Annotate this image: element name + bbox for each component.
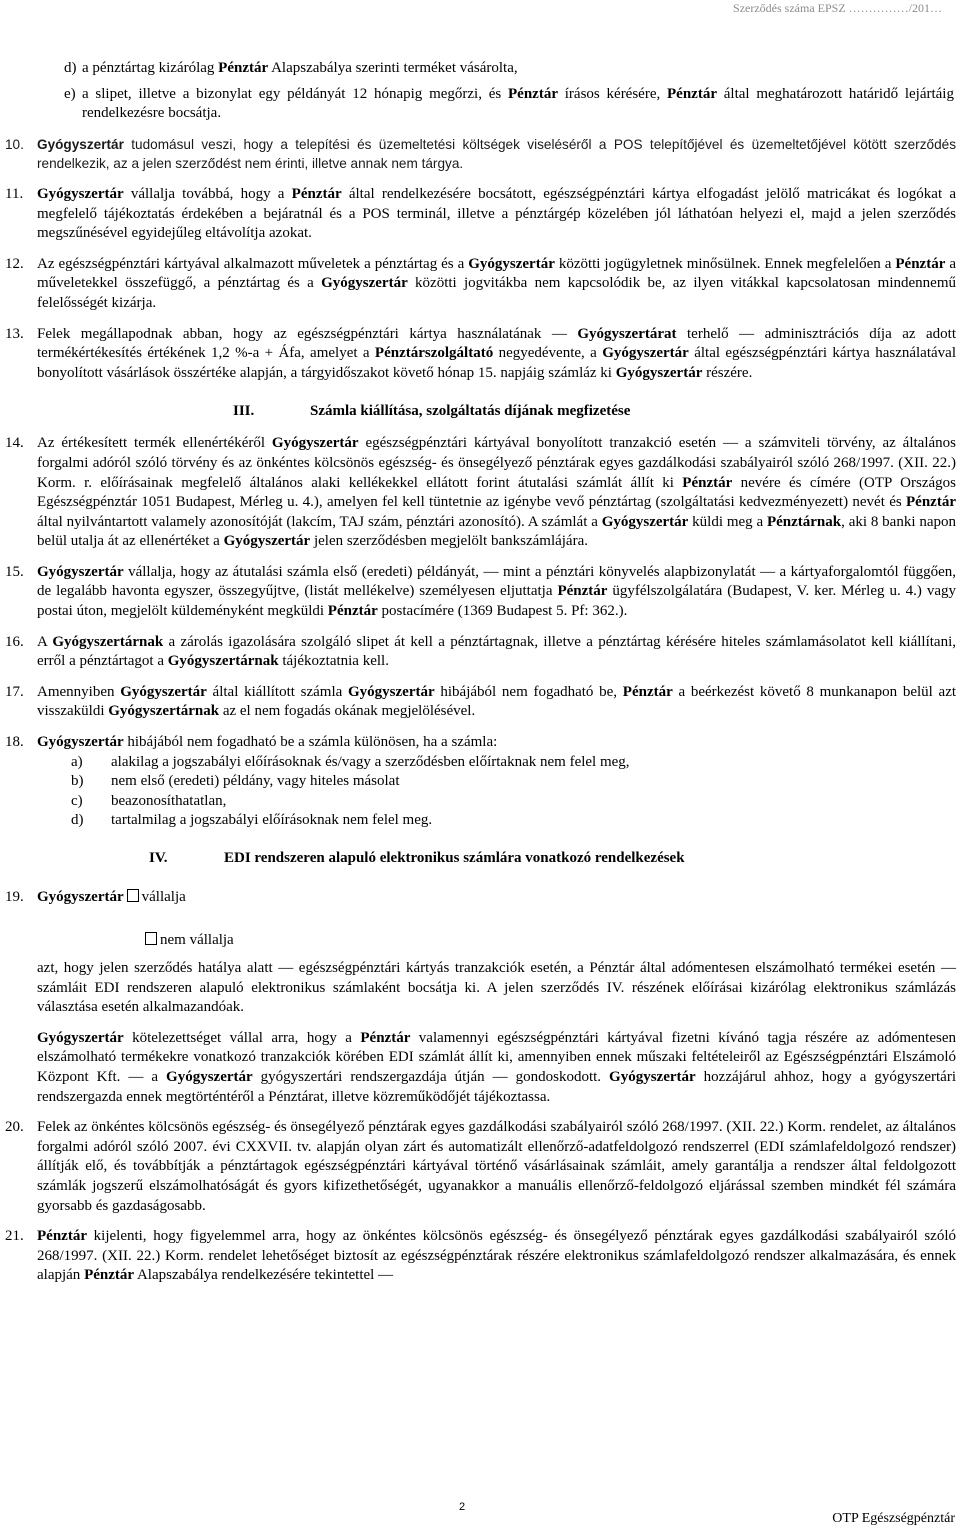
bold-term: Gyógyszertárnak xyxy=(108,703,220,720)
section-paragraph xyxy=(5,325,957,384)
bold-term: Pénztár xyxy=(218,60,269,76)
list-item: c) beazonosíthatatlan, xyxy=(71,792,227,809)
subject-label: Gyógyszertár xyxy=(37,889,124,905)
text-run: vállalja továbbá, hogy a xyxy=(123,185,292,202)
list-item xyxy=(64,59,954,79)
text-run: az el nem fogadás okának megjelölésével. xyxy=(219,703,476,720)
section-paragraph xyxy=(5,1227,956,1286)
text-run: gyógyszertári rendszergazdája útján — gondoskodott. xyxy=(252,1068,610,1085)
bold-term: Gyógyszertár xyxy=(602,345,689,362)
text-run: kijelenti, hogy figyelemmel arra, hogy az önkéntes kölcsönös egészség- és önsegélyező pénztárak egyes gazdálkodási szabályairól szóló 268/1997. (XII. 22.) Korm. rendelet lehetőséget biztosít az egészségpénztárak részére elektronikus számlafeldolgozó rendszer alkalmazására, és ennek alapján xyxy=(37,1228,956,1284)
bold-term: Pénztár xyxy=(895,255,946,272)
section-paragraph xyxy=(37,1029,956,1107)
list-18 xyxy=(71,753,960,831)
text-run: Amennyiben xyxy=(37,683,121,700)
text-run: által nyilvántartott valamely azonosítóját (lakcím, TAJ szám, pénztári azonosító). A számlát a xyxy=(37,513,602,530)
bold-term: Gyógyszertár xyxy=(120,683,207,700)
sections-19-21 xyxy=(0,959,960,1286)
section-number: 16. xyxy=(5,633,24,650)
bold-term: Pénztár xyxy=(291,185,342,202)
section-number: 14. xyxy=(5,435,24,452)
section-number: 10. xyxy=(5,136,24,152)
footer-company: OTP Egészségpénztár xyxy=(832,1511,955,1526)
text-run: azt, hogy jelen szerződés hatálya alatt — egészségpénztári kártyás tranzakciók esetén, a Pénztár által adómentesen elszámolható termékei esetén — számláit EDI rendszeren alapuló elektronikus számlaként bocsátja ki. A jelen szerződés IV. részének előírásai kizárólag elektronikus számlázás választása esetén alkalmazandóak. xyxy=(37,960,956,1016)
text-run: tudomásul veszi, hogy a telepítési és üzemeltetési költségek viseléséről a POS telepítőjével és üzemeltetőjével kötött szerződés rendelkezik, az a jelen szerződést nem érinti, illetve annak nem tárgya. xyxy=(37,136,956,172)
text-run: a műveletekkel összefüggő, a pénztártag és a xyxy=(37,255,956,292)
bold-term: Pénztár xyxy=(37,1228,87,1245)
list-item: a) alakilag a jogszabályi előírásoknak és/vagy a szerződésben előírtaknak nem felel meg, xyxy=(71,753,630,770)
bold-term: Gyógyszertárnak xyxy=(52,633,164,650)
option-accept: Gyógyszertár vállalja xyxy=(37,889,186,905)
section-number: 18. xyxy=(5,734,24,751)
text-run: tájékoztatnia kell. xyxy=(278,653,389,670)
option-decline: nem vállalja xyxy=(142,931,234,951)
text-run: közötti jogügyletnek minősülnek. Ennek megfelelően a xyxy=(554,255,896,272)
bold-term: Gyógyszertár xyxy=(37,136,124,152)
bold-term: Pénztár xyxy=(508,85,558,102)
heading-text: Számla kiállítása, szolgáltatás díjának megfizetése xyxy=(310,403,631,420)
bold-term: Gyógyszertár xyxy=(271,435,359,452)
bold-term: Gyógyszertár xyxy=(37,563,124,580)
text-run: postacímére (1369 Budapest 5. Pf: 362.). xyxy=(377,603,628,620)
text-run: Felek az önkéntes kölcsönös egészség- és önsegélyező pénztárak egyes gazdálkodási szabályairól szóló 268/1997. (XII. 22.) Korm. rendelet, az általános forgalmi adóról szóló 2007. évi CXXVII. tv. alapján olyan zárt és automatizált ellenőrző-adatfeldolgozó rendszerrel (EDI számlafeldolgozó rendszer) állítják elő, és továbbítják a pénztártagok egészségpénztári kártyával történő vásárlásainak számláit, amely garantálja a rendszer által feldolgozott számlák jogszerű elszámolhatóságát és gyors kifizethetőségét, ugyanakkor a manuális ellenőrző-feldolgozó eljárással szemben mindkét fél számára gyorsabb és gazdaságosabb. xyxy=(37,1119,956,1214)
text-run: negyedévente, a xyxy=(493,345,603,362)
text-run: a slipet, illetve a bizonylat egy példányát 12 hónapig megőrzi, és xyxy=(82,85,509,102)
section-number: 17. xyxy=(5,683,24,700)
section-number: 21. xyxy=(5,1228,24,1245)
text-run: nevére és címére (OTP Országos Egészségpénztár 1051 Budapest, Mérleg u. 4.), amelyen fel kell tüntetnie az igénybe vevő pénztártag (szolgáltatási kedvezményezett) nevét és xyxy=(37,474,956,511)
text-run: által meghatározott határidő lejártáig rendelkezésre bocsátja. xyxy=(82,85,954,122)
bold-term: Pénztár xyxy=(327,603,378,620)
text-run: Felek megállapodnak abban, hogy az egészségpénztári kártya használatának — xyxy=(37,325,578,342)
text-run: a beérkezést követő 8 munkanapon belül azt visszaküldi xyxy=(37,683,957,720)
bold-term: Gyógyszertárat xyxy=(577,325,677,342)
bold-term: Gyógyszertár xyxy=(601,513,689,530)
section-19 xyxy=(0,869,960,948)
bold-term: Gyógyszertár xyxy=(37,1029,124,1046)
text-run: ügyfélszolgálatára (Budapest, V. ker. Mérleg u. 4.) vagy postai úton, megjelölt küldeményként megküldi xyxy=(37,583,956,620)
heading-roman: III. xyxy=(233,403,255,420)
checkbox-accept[interactable] xyxy=(127,889,139,902)
text-run: valamennyi egészségpénztári kártyával fizetni kívánó tagja részére az adómentesen elszámolható termékekre vonatkozó tranzakciók körében EDI számlát állít ki, amennyiben ennek műszaki feltételeiről az Egészségpénztári Elszámoló Központ Kft. — a xyxy=(37,1029,956,1085)
bold-term: Pénztár xyxy=(360,1029,411,1046)
list-item: b) nem első (eredeti) példány, vagy hiteles másolat xyxy=(71,773,400,790)
text-run: által kiállított számla xyxy=(206,683,349,700)
section-paragraph xyxy=(5,733,956,753)
bold-term: Pénztárszolgáltató xyxy=(374,345,494,362)
text-run: Alapszabálya szerinti terméket vásárolta, xyxy=(268,60,518,76)
section-number: 15. xyxy=(5,563,24,580)
items-top-list xyxy=(0,59,960,124)
bold-term: Gyógyszertár xyxy=(348,683,435,700)
text-run: A xyxy=(37,633,53,650)
sections-10-13 xyxy=(0,135,960,384)
section-number: 19. xyxy=(5,889,24,905)
section-paragraph xyxy=(5,255,956,314)
section-paragraph xyxy=(5,434,956,552)
bold-term: Gyógyszertár xyxy=(223,533,311,550)
bold-term: Gyógyszertárnak xyxy=(167,653,279,670)
bold-term: Gyógyszertár xyxy=(609,1068,696,1085)
section-paragraph xyxy=(5,185,956,244)
heading-roman: IV. xyxy=(149,850,168,866)
section-number: 11. xyxy=(5,185,24,202)
text-run: küldi meg a xyxy=(688,513,767,530)
section-heading-3 xyxy=(0,402,960,422)
text-run: által egészségpénztári kártya használatával bonyolított vásárlások összértéke alapján, a tárgyidőszakot követő hónap 15. napjáig számláz ki xyxy=(37,345,956,381)
text-run: hibájából nem fogadható be, xyxy=(434,683,623,700)
sections-14-18 xyxy=(0,434,960,752)
bold-term: Gyógyszertár xyxy=(615,364,703,381)
text-run: jelen szerződésben megjelölt bankszámlájára. xyxy=(310,533,588,550)
list-item xyxy=(64,85,954,124)
page-number: 2 xyxy=(459,1501,466,1513)
section-paragraph xyxy=(5,633,956,672)
bold-term: Pénztár xyxy=(906,494,956,511)
text-run: Az értékesített termék ellenértékéről xyxy=(37,435,272,452)
bold-term: Gyógyszertár xyxy=(468,255,555,272)
bold-term: Pénztár xyxy=(622,683,673,700)
text-run: a zárolás igazolására szolgáló slipet át kell a pénztártagnak, illetve a pénztártag kérésére hiteles számlamásolatot kell kiállítani, erről a pénztártagot a xyxy=(37,633,956,670)
bold-term: Gyógyszertár xyxy=(166,1068,253,1085)
text-run: hibájából nem fogadható be a számla különösen, ha a számla: xyxy=(123,734,498,751)
item-label: e) xyxy=(64,85,76,102)
text-run: a pénztártag kizárólag xyxy=(82,60,219,76)
text-run: vállalja, hogy az átutalási számla első (eredeti) példányát, — mint a pénztári könyvelés alapbizonylatát — a kártyaforgalomtól függően, de legalább havonta egyszer, összegyűjtve, (listát mellékelve) személyesen eljuttatja xyxy=(37,563,956,600)
text-run: Az egészségpénztári kártyával alkalmazott műveletek a pénztártag és a xyxy=(37,255,469,272)
bold-term: Pénztár xyxy=(667,85,717,102)
bold-term: Gyógyszertár xyxy=(37,734,124,751)
section-paragraph xyxy=(37,959,956,1018)
bold-term: Pénztár xyxy=(557,583,608,600)
section-paragraph xyxy=(5,563,956,622)
text-run: terhelő — adminisztrációs díja az adott termékértékesítés értékének 1,2 %-a + Áfa, amelyet a xyxy=(37,325,957,362)
section-number: 13. xyxy=(5,325,24,342)
item-label: d) xyxy=(64,60,77,76)
text-run: részére. xyxy=(702,364,753,381)
document-body xyxy=(0,59,960,1286)
heading-text: EDI rendszeren alapuló elektronikus számlára vonatkozó rendelkezések xyxy=(224,850,685,866)
text-run: írásos kérésére, xyxy=(558,85,668,102)
section-paragraph xyxy=(5,135,956,174)
bold-term: Pénztár xyxy=(682,474,733,491)
text-run: kötelezettséget vállal arra, hogy a xyxy=(123,1029,361,1046)
text-run: , aki 8 banki napon belül utalja át az ellenértéket a xyxy=(37,513,956,550)
text-run: egészségpénztári kártyával bonyolított tranzakció esetén — a számviteli törvény, az általános forgalmi adóról szóló törvény és az önkéntes kölcsönös egészség- és önsegélyező pénztárak egyes gazdálkodási szabályairól szóló 268/1997. (XII. 22.) Korm. r. előírásainak megfelelő általános alaki kellékekkel ellátott forint átutalási számlát állít ki xyxy=(37,435,956,491)
section-heading-4 xyxy=(0,849,960,869)
bold-term: Gyógyszertár xyxy=(37,185,124,202)
bold-term: Gyógyszertár xyxy=(321,275,408,292)
section-number: 12. xyxy=(5,255,24,272)
section-paragraph xyxy=(5,1118,956,1216)
text-run: Alapszabálya rendelkezésére tekintettel — xyxy=(134,1267,394,1284)
checkbox-decline[interactable] xyxy=(145,932,157,945)
contract-number-header: Szerződés száma EPSZ ……………/201… xyxy=(733,1,942,15)
bold-term: Pénztár xyxy=(84,1267,135,1284)
list-item: d) tartalmilag a jogszabályi előírásoknak nem felel meg. xyxy=(71,812,433,829)
bold-term: Pénztárnak xyxy=(766,513,842,530)
section-number: 20. xyxy=(5,1119,24,1136)
text-run: hozzájárul ahhoz, hogy a gyógyszertári rendszergazda ennek megtörténtéről a Pénztárat, illetve közreműködőjét tájékoztassa. xyxy=(37,1068,956,1105)
text-run: által rendelkezésére bocsátott, egészségpénztári kártya elfogadást jelölő matricákat és logókat a megfelelő tájékoztatás érdekében a bejáratnál és a POS terminál, illetve a pénztárgép közelében jól láthatóan helyezi el, majd a jelen szerződés megszűnésével egyidejűleg eltávolítja azokat. xyxy=(37,185,956,242)
section-paragraph xyxy=(5,683,957,722)
text-run: közötti jogvitákba nem kapcsolódik be, az ilyen vitákkal kapcsolatosan mindennemű felelősségét kizárja. xyxy=(37,275,956,311)
